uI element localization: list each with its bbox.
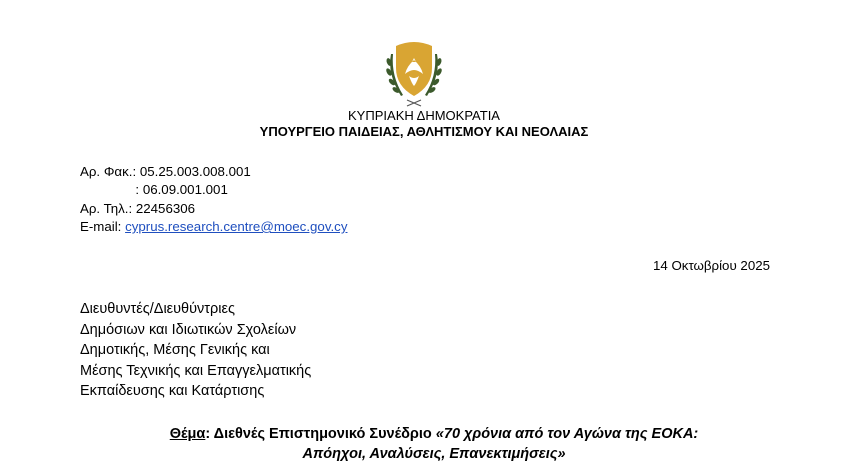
subject-text: Διεθνές Επιστημονικό Συνέδριο <box>213 426 436 442</box>
phone-number: 22456306 <box>135 201 196 216</box>
subject-title-line1: «70 χρόνια από τον Αγώνα της ΕΟΚΑ: <box>435 426 699 442</box>
recipient-line: Διευθυντές/Διευθύντριες <box>80 301 235 317</box>
recipients-block <box>80 299 311 402</box>
email-label: E-mail: <box>80 219 126 234</box>
file-reference-2 <box>80 181 228 199</box>
recipient-line: Δημόσιων και Ιδιωτικών Σχολείων <box>80 321 297 338</box>
email-reference <box>80 218 347 236</box>
subject-label: Θέμα <box>169 426 206 442</box>
phone-reference <box>80 200 195 218</box>
republic-title: ΚΥΠΡΙΑΚΗ ΔΗΜΟΚΡΑΤΙΑ <box>348 108 500 123</box>
recipient-line: Εκπαίδευσης και Κατάρτισης <box>80 383 265 399</box>
recipient-line: Μέσης Τεχνικής και Επαγγελματικής <box>80 362 312 379</box>
file-label: Αρ. Φακ.: <box>80 164 140 179</box>
file-reference-1 <box>80 163 251 181</box>
cyprus-coat-of-arms-icon <box>383 40 445 108</box>
ministry-title: ΥΠΟΥΡΓΕΙΟ ΠΑΙΔΕΙΑΣ, ΑΘΛΗΤΙΣΜΟΥ ΚΑΙ ΝΕΟΛΑΙΑΣ <box>259 124 589 139</box>
document-date: 14 Οκτωβρίου 2025 <box>652 258 770 273</box>
file-number-1: 05.25.003.008.001 <box>139 164 251 179</box>
email-link[interactable]: cyprus.research.centre@moec.gov.cy <box>125 219 348 234</box>
recipient-line: Δημοτικής, Μέσης Γενικής και <box>80 342 270 358</box>
subject-block <box>0 424 868 464</box>
phone-label: Αρ. Τηλ.: <box>80 201 136 216</box>
file-prefix-2: : <box>80 182 143 197</box>
file-number-2: 06.09.001.001 <box>142 182 228 197</box>
subject-colon: : <box>205 426 214 442</box>
subject-title-line2: Απόηχοι, Αναλύσεις, Επανεκτιμήσεις» <box>302 446 566 462</box>
